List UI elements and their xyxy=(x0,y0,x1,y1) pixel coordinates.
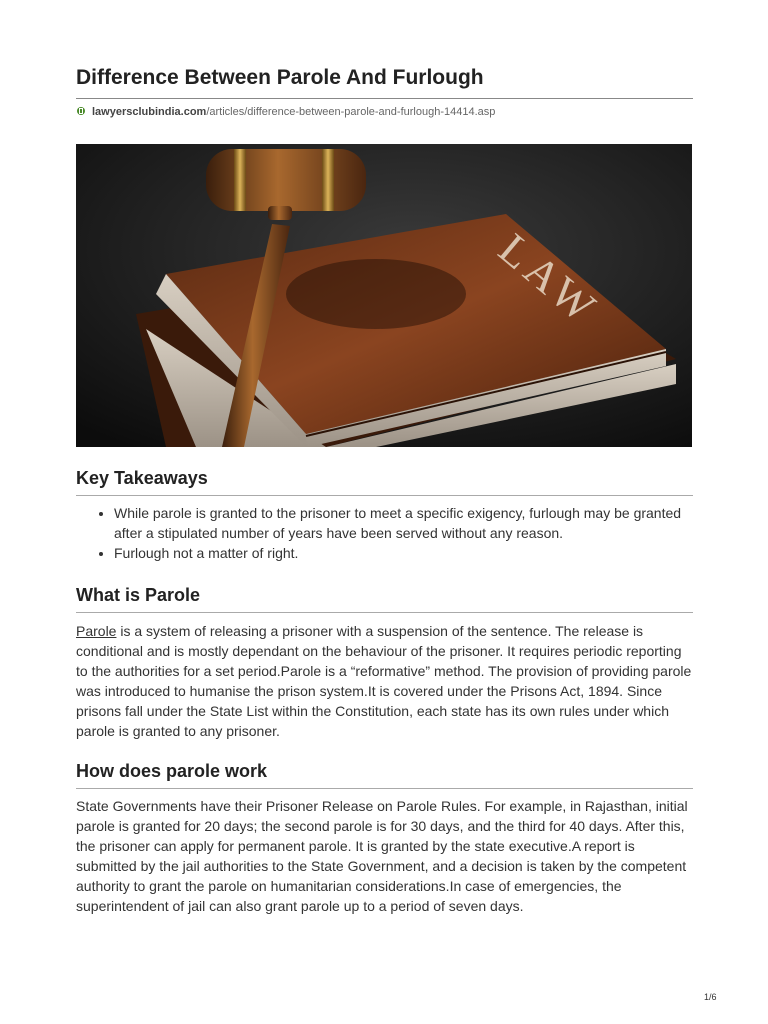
what-is-parole-text: is a system of releasing a prisoner with a suspension of the sentence. The release is conditional and is mostly dependant on the behaviour of the prisoner. It requires periodic reporting to the authorities for a set period.Parole is a “reformative” method. The provision of providing parole was introduced to humanise the prison system.It is covered under the Prisons Act, 1894. Since prisons fall under the State List within the Constitution, each state has its own rules under which parole is granted to any prisoner. xyxy=(76,623,692,739)
page-title: Difference Between Parole And Furlough xyxy=(76,66,693,99)
how-parole-works-paragraph: State Governments have their Prisoner Release on Parole Rules. For example, in Rajasthan, initial parole is granted for 20 days; the second parole is for 30 days, and the third for 40 days. After this, the prisoner can apply for permanent parole. It is granted by the state executive.A report is submitted by the jail authorities to the State Government, and a decision is taken by the competent authority to grant the parole on humanitarian considerations.In case of emergencies, the superintendent of jail can also grant parole up to a period of seven days. xyxy=(76,798,688,914)
what-is-parole-paragraph xyxy=(76,621,693,741)
key-takeaways-list xyxy=(76,503,693,563)
how-parole-works-heading: How does parole work xyxy=(76,761,693,789)
source-host[interactable]: lawyersclubindia.com xyxy=(92,106,207,118)
source-path[interactable]: /articles/difference-between-parole-and-furlough-14414.asp xyxy=(206,106,496,118)
site-favicon-icon xyxy=(76,106,86,116)
key-takeaways-heading: Key Takeaways xyxy=(76,468,693,496)
list-item: • While parole is granted to the prisoner to meet a specific exigency, furlough may be granted after a stipulated number of years have been served without any reason. xyxy=(114,503,693,543)
hero-book-title: LAW xyxy=(489,224,609,336)
parole-link[interactable]: Parole xyxy=(76,623,117,639)
hero-image xyxy=(76,144,692,447)
source-url[interactable] xyxy=(76,106,495,118)
what-is-parole-heading: What is Parole xyxy=(76,585,693,613)
list-item: • Furlough not a matter of right. xyxy=(114,543,693,563)
page-number: 1/6 xyxy=(704,992,717,1002)
